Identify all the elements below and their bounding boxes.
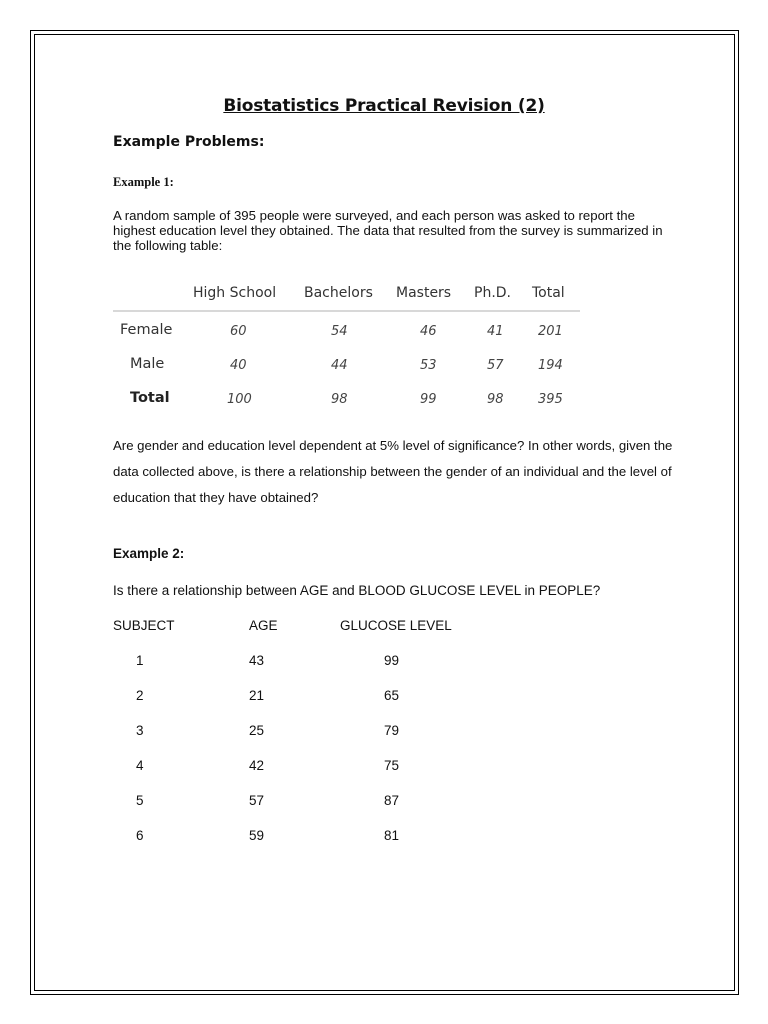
table-cell: 194: [538, 358, 563, 373]
table-cell: 57: [249, 793, 265, 808]
col-header: High School: [193, 285, 277, 301]
table-cell: 25: [249, 723, 265, 738]
row-label: Male: [130, 356, 165, 372]
col-header: SUBJECT: [113, 618, 175, 633]
col-header: Total: [532, 285, 565, 301]
table-cell: 60: [230, 324, 247, 339]
section-subheading: Example Problems:: [113, 134, 265, 150]
header-rule: [113, 310, 580, 312]
row-label: Female: [120, 322, 173, 338]
table-cell: 81: [384, 828, 400, 843]
example2-heading: Example 2:: [113, 546, 185, 561]
table-cell: 46: [420, 324, 437, 339]
table-cell: 65: [384, 688, 400, 703]
table-cell: 40: [230, 358, 247, 373]
table-cell: 3: [136, 723, 144, 738]
table-cell: 201: [538, 324, 563, 339]
table-cell: 43: [249, 653, 265, 668]
table-cell: 41: [487, 324, 504, 339]
table-cell: 42: [249, 758, 265, 773]
row-label: Total: [130, 390, 170, 406]
table-cell: 2: [136, 688, 144, 703]
table-cell: 21: [249, 688, 265, 703]
table-cell: 4: [136, 758, 144, 773]
table-cell: 5: [136, 793, 144, 808]
table-cell: 59: [249, 828, 265, 843]
col-header: GLUCOSE LEVEL: [340, 618, 452, 633]
table-cell: 54: [331, 324, 348, 339]
table-cell: 75: [384, 758, 400, 773]
example1-heading: Example 1:: [113, 175, 174, 189]
document-title: Biostatistics Practical Revision (2): [223, 96, 545, 116]
table-cell: 98: [487, 392, 504, 407]
col-header: Bachelors: [304, 285, 373, 301]
table-cell: 53: [420, 358, 437, 373]
table-cell: 99: [420, 392, 437, 407]
example1-question: Are gender and education level dependent at 5% level of significance? In other words, given the data collected above, is there a relationship between the gender of an individual and the level of education that they have obtained?: [113, 438, 673, 505]
col-header: Masters: [396, 285, 452, 301]
table-cell: 6: [136, 828, 144, 843]
table-cell: 57: [487, 358, 504, 373]
table-cell: 44: [331, 358, 348, 373]
table-cell: 99: [384, 653, 400, 668]
table-cell: 98: [331, 392, 348, 407]
table-cell: 100: [227, 392, 252, 407]
table-cell: 1: [136, 653, 144, 668]
example2-question: Is there a relationship between AGE and BLOOD GLUCOSE LEVEL in PEOPLE?: [113, 583, 601, 598]
table-cell: 79: [384, 723, 400, 738]
col-header: AGE: [249, 618, 278, 633]
example1-intro: A random sample of 395 people were surveyed, and each person was asked to report the highest education level they obtained. The data that resulted from the survey is summarized in the following table:: [113, 208, 663, 253]
table-cell: 87: [384, 793, 400, 808]
table-cell: 395: [538, 392, 563, 407]
col-header: Ph.D.: [474, 285, 511, 301]
